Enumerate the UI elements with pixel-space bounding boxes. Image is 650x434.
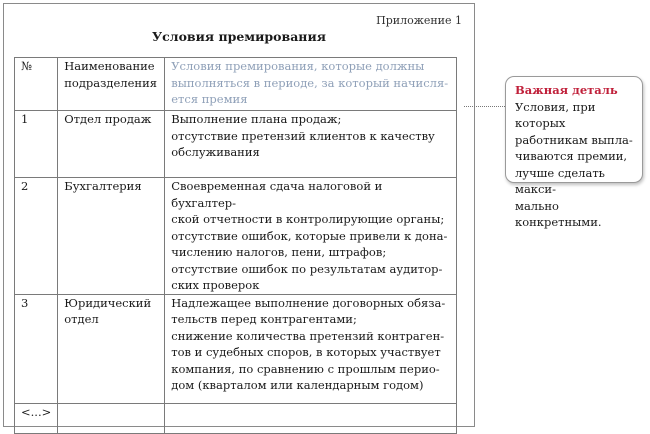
row-dept: Юридический отдел <box>58 294 165 403</box>
callout-text-line: Условия, при которых <box>515 99 596 130</box>
document-title: Условия премирования <box>152 29 326 44</box>
bonus-conditions-table <box>14 57 457 434</box>
row-dept: Отдел продаж <box>58 111 165 178</box>
row-conditions: Своевременная сдача налоговой и бухгалтер- ской отчетности в контролирующие органы; отсутствие ошибок, которые привели к дона- числению налогов, пени, штрафов; отсутствие ошибок по результатам аудитор- ских проверок <box>165 178 457 295</box>
row-num: 2 <box>15 178 58 295</box>
row-num: 3 <box>15 294 58 403</box>
table-row <box>15 178 457 295</box>
callout-title: Важная деталь <box>515 83 618 97</box>
callout-text-line: мально конкретными. <box>515 198 602 229</box>
important-detail-callout <box>505 76 643 229</box>
callout-leader-line <box>464 106 505 107</box>
callout-text-line: работникам выпла- <box>515 132 633 147</box>
header-num: № <box>15 58 58 111</box>
row-conditions: Выполнение плана продаж; отсутствие претензий клиентов к качеству обслуживания <box>165 111 457 178</box>
row-num: 1 <box>15 111 58 178</box>
table-row <box>15 111 457 178</box>
table-row <box>15 294 457 403</box>
table-header-row <box>15 58 457 111</box>
header-conditions: Условия премирования, которые должны выполняться в периоде, за который начисля- ется премия <box>165 58 457 111</box>
table-row <box>15 403 457 433</box>
header-dept: Наименование подразделения <box>58 58 165 111</box>
row-conditions <box>165 403 457 433</box>
row-dept: Бухгалтерия <box>58 178 165 295</box>
appendix-label: Приложение 1 <box>376 14 462 27</box>
row-num: <...> <box>15 403 58 433</box>
callout-text-line: чиваются премии, <box>515 149 628 163</box>
callout-text-line: лучше сделать макси- <box>515 165 605 196</box>
row-dept <box>58 403 165 433</box>
row-conditions: Надлежащее выполнение договорных обяза- тельств перед контрагентами; снижение количества претензий контраген- тов и судебных споров, в которых участвует компания, по сравнению с прошлым перио- дом (кварталом или календарным годом) <box>165 294 457 403</box>
